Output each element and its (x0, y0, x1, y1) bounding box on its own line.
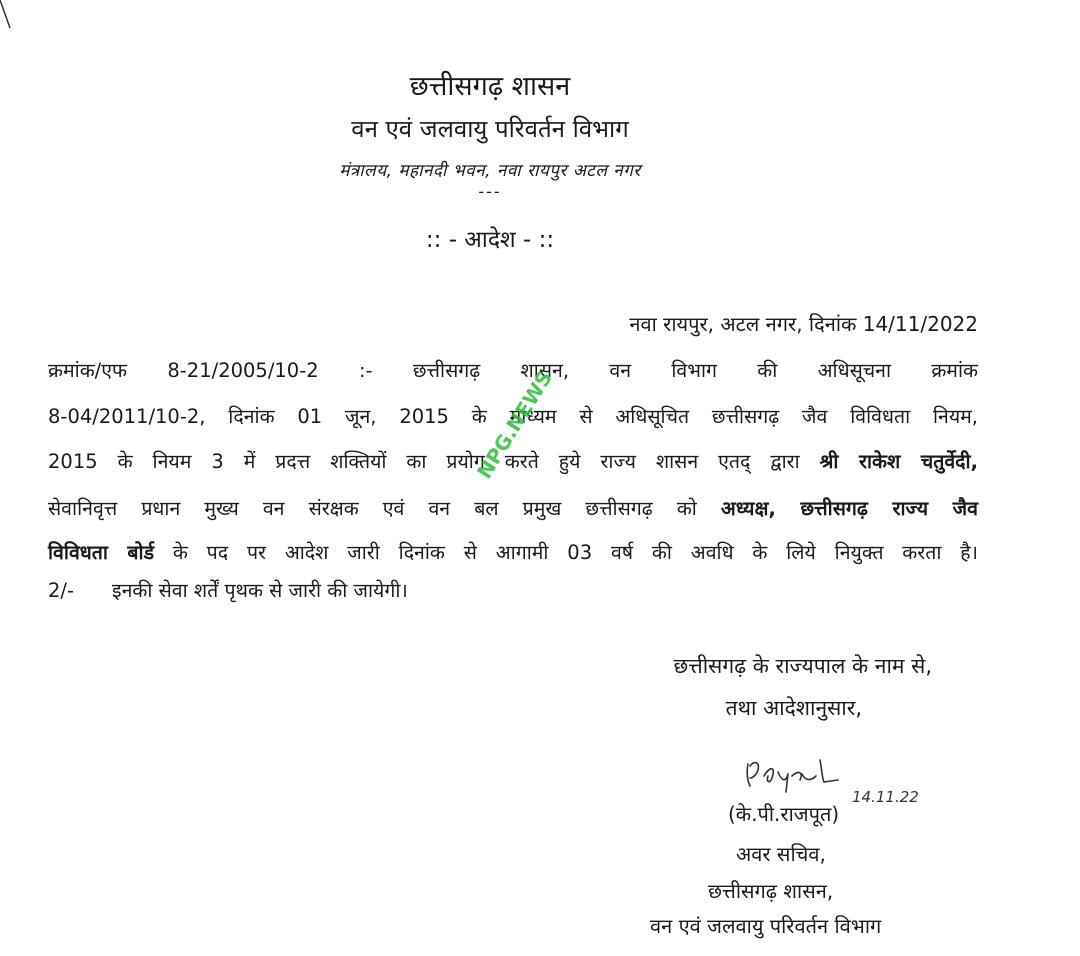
department-heading: वन एवं जलवायु परिवर्तन विभाग (351, 115, 629, 143)
order-text-line-1: क्रमांक/एफ 8-21/2005/10-2 :- छत्तीसगढ़ शासन, वन विभाग की अधिसूचना क्रमांक (48, 359, 978, 382)
order-text-line-4-plain: सेवानिवृत्त प्रधान मुख्य वन संरक्षक एवं वन बल प्रमुख छत्तीसगढ़ को (48, 497, 697, 520)
order-text-line-3-plain: 2015 के नियम 3 में प्रदत्त शक्तियों का प्रयोग करते हुये राज्य शासन एतद् द्वारा (48, 450, 800, 473)
point-2-number: 2/- (48, 579, 75, 602)
government-heading: छत्तीसगढ़ शासन (409, 71, 571, 102)
point-2 (48, 576, 408, 603)
order-title: :: - आदेश - :: (425, 227, 555, 253)
order-text-line-5 (48, 538, 978, 565)
order-text-line-5-plain: के पद पर आदेश जारी दिनांक से आगामी 03 वर्ष की अवधि के लिये नियुक्त करता है। (172, 541, 978, 564)
appointed-position: अध्यक्ष, छत्तीसगढ़ राज्य जैव (720, 497, 978, 520)
signature-date: 14.11.22 (852, 788, 919, 806)
order-text-line-3 (48, 447, 978, 474)
authority-line: छत्तीसगढ़ के राज्यपाल के नाम से, (673, 654, 932, 678)
npg-news-watermark: NPG.NEWS (472, 366, 558, 483)
page-edge-mark (0, 0, 14, 30)
board-name: विविधता बोर्ड (48, 541, 154, 564)
appointee-name: श्री राकेश चतुर्वेदी, (819, 450, 978, 473)
signatory-designation: अवर सचिव, (736, 842, 826, 866)
order-text-line-2: 8-04/2011/10-2, दिनांक 01 जून, 2015 के माध्यम से अधिसूचित छत्तीसगढ़ जैव विविधता नियम, (48, 405, 978, 428)
signatory-government: छत्तीसगढ़ शासन, (708, 879, 834, 903)
header-separator: --- (478, 182, 502, 201)
signatory-name: (के.पी.राजपूत) (728, 802, 840, 826)
point-2-text: इनकी सेवा शर्तें पृथक से जारी की जायेगी। (112, 579, 408, 602)
order-text-line-4 (48, 494, 978, 521)
signatory-department: वन एवं जलवायु परिवर्तन विभाग (650, 914, 882, 938)
place-and-date: नवा रायपुर, अटल नगर, दिनांक 14/11/2022 (629, 312, 978, 336)
office-address: मंत्रालय, महानदी भवन, नवा रायपुर अटल नगर (339, 161, 641, 181)
order-line: तथा आदेशानुसार, (725, 696, 862, 720)
